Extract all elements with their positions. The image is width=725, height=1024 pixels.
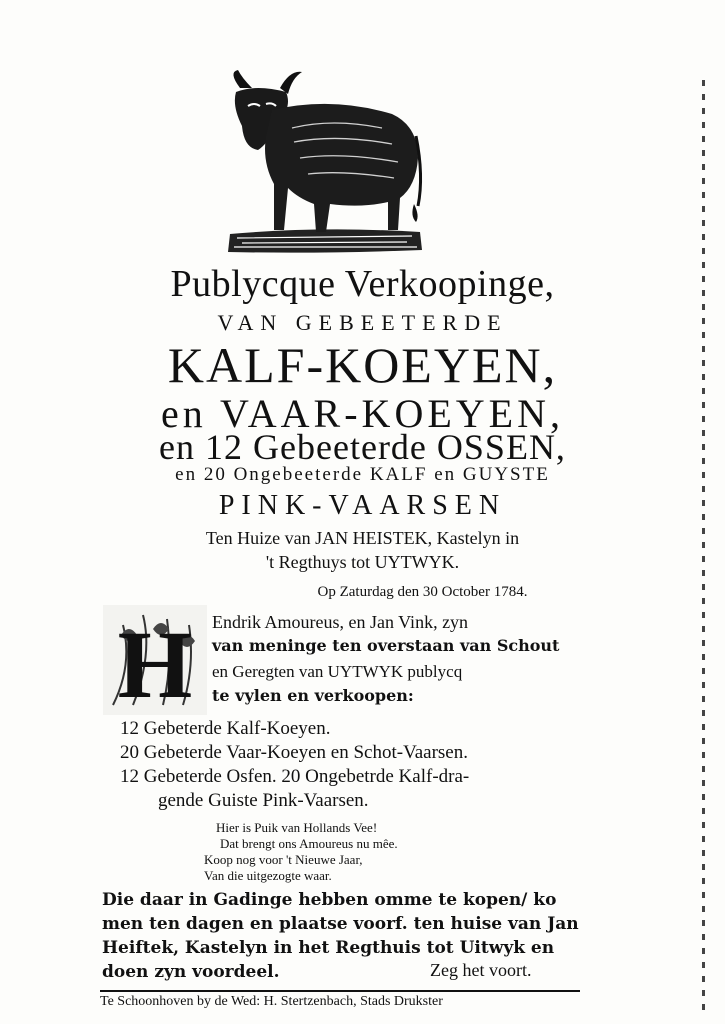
intro-line-3: en Geregten van UYTWYK publycq [212,662,463,681]
zeg-het-voort: Zeg het voort. [430,960,532,980]
line-pink-vaarsen: PINK-VAARSEN [218,490,507,521]
closing-line-4: doen zyn voordeel. [102,962,280,982]
line-vaar-koeyen: en VAAR-KOEYEN, [161,391,564,436]
verse-line-4: Van die uitgezogte waar. [204,868,332,883]
item-line-2: 20 Gebeterde Vaar-Koeyen en Schot-Vaarsen. [120,742,468,763]
poster-title: Publycque Verkoopinge, [170,263,555,305]
line-ossen: en 12 Gebeeterde OSSEN, [159,427,566,467]
line-date: Op Zaturdag den 30 October 1784. [317,584,528,600]
closing-line-2: men ten dagen en plaatse voorf. ten huise van Jan [102,914,579,934]
intro-line-1: Endrik Amoureus, en Jan Vink, zyn [212,612,469,632]
line-regthuys: 't Regthuys tot UYTWYK. [265,552,460,572]
verse-line-1: Hier is Puik van Hollands Vee! [216,820,378,835]
intro-line-4: te vylen en verkoopen: [212,686,414,705]
item-line-3: 12 Gebeterde Osfen. 20 Ongebetrde Kalf-dra- [120,766,470,787]
paper-edge-shadow [702,80,705,1010]
initial-letter: H [117,611,193,715]
closing-line-3: Heiftek, Kastelyn in het Regthuis tot Uitwyk en [102,938,555,958]
decorated-initial-h-icon [103,605,207,715]
ox-woodcut-icon [222,66,427,256]
closing-line-1: Die daar in Gadinge hebben omme te kopen/ ko [102,890,557,910]
printer-imprint: Te Schoonhoven by de Wed: H. Stertzenbach, Stads Drukster [100,994,443,1009]
line-kalf-koeyen: KALF-KOEYEN, [167,337,558,393]
item-line-4: gende Guiste Pink-Vaarsen. [158,790,369,811]
printer-rule [100,990,580,992]
verse-line-2: Dat brengt ons Amoureus nu mêe. [220,836,398,851]
line-van-gebeeterde: VAN GEBEETERDE [217,310,508,335]
line-ongebeeterde: en 20 Ongebeeterde KALF en GUYSTE [175,464,550,485]
verse-line-3: Koop nog voor 't Nieuwe Jaar, [204,852,363,867]
item-line-1: 12 Gebeterde Kalf-Koeyen. [120,718,331,739]
line-huize: Ten Huize van JAN HEISTEK, Kastelyn in [205,528,520,548]
intro-line-2: van meninge ten overstaan van Schout [212,636,560,655]
